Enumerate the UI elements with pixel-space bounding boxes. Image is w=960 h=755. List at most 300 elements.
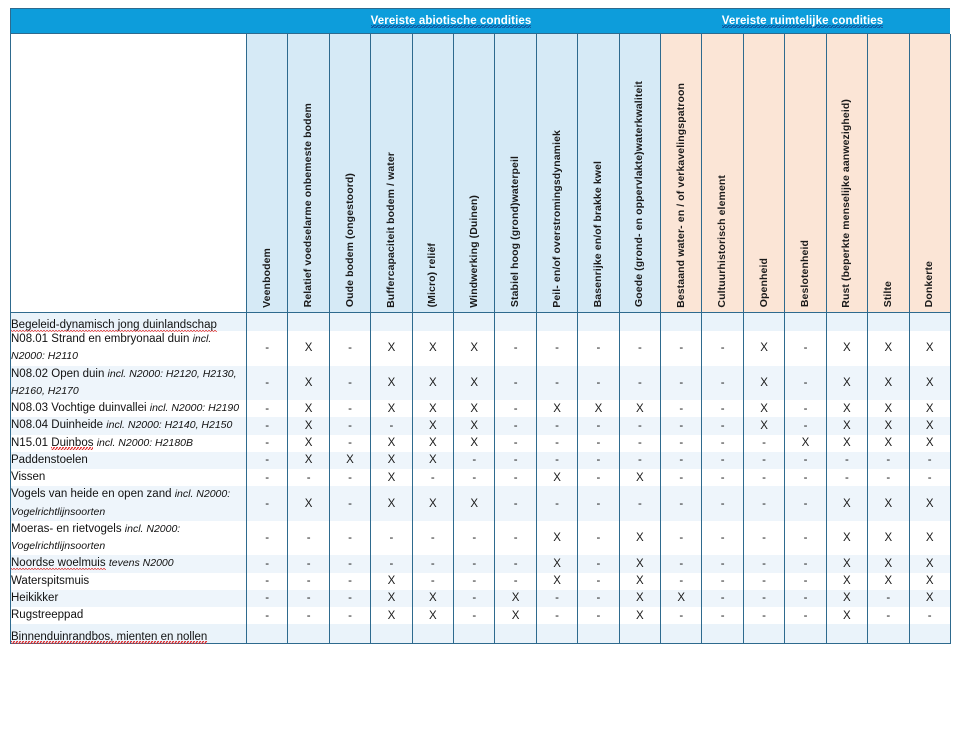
cell-required: X [412, 400, 453, 417]
cell-required: X [743, 417, 784, 434]
cell-required: X [826, 486, 867, 521]
column-header-text-wrap [827, 34, 867, 308]
cell-not-required: - [247, 331, 288, 366]
spellcheck-underline: Noordse woelmuis [11, 557, 106, 570]
cell-not-required: - [868, 469, 909, 486]
cell-required: X [371, 452, 412, 469]
table-row [11, 366, 951, 401]
row-label-cell [11, 331, 247, 366]
cell-not-required: - [412, 521, 453, 556]
row-label-cell [11, 366, 247, 401]
cell-not-required: - [454, 590, 495, 607]
column-header-text-wrap [537, 34, 577, 308]
cell-not-required: - [909, 607, 950, 624]
cell-not-required: - [495, 452, 536, 469]
cell-not-required: - [702, 607, 743, 624]
table-banner-row [10, 8, 950, 34]
table-row [11, 417, 951, 434]
cell-required: X [868, 331, 909, 366]
group-row-spacer-cell [868, 624, 909, 643]
cell-not-required: - [329, 469, 370, 486]
cell-not-required: - [909, 452, 950, 469]
cell-not-required: - [743, 469, 784, 486]
cell-not-required: - [288, 469, 329, 486]
cell-not-required: - [785, 366, 826, 401]
group-row-spacer-cell [909, 624, 950, 643]
cell-not-required: - [578, 555, 619, 572]
table-row [11, 400, 951, 417]
cell-required: X [371, 400, 412, 417]
cell-required: X [826, 331, 867, 366]
cell-required: X [412, 417, 453, 434]
row-label-cell [11, 486, 247, 521]
column-header-label: Basenrijke en/of brakke kwel [591, 161, 604, 308]
table-row [11, 607, 951, 624]
group-row-spacer-cell [247, 312, 288, 331]
cell-not-required: - [495, 417, 536, 434]
cell-not-required: - [578, 607, 619, 624]
column-header-label: Stabiel hoog (grond)waterpeil [509, 156, 522, 308]
row-label-text: N08.03 Vochtige duinvallei [11, 402, 150, 414]
cell-not-required: - [702, 469, 743, 486]
cell-not-required: - [495, 521, 536, 556]
column-header-10 [661, 34, 702, 312]
cell-not-required: - [495, 469, 536, 486]
column-header-label: (Micro) reliëf [426, 243, 439, 308]
column-header-label: Buffercapaciteit bodem / water [384, 151, 397, 308]
cell-not-required: - [702, 452, 743, 469]
group-row-spacer-cell [329, 312, 370, 331]
cell-required: X [826, 435, 867, 452]
cell-not-required: - [661, 400, 702, 417]
banner-abiotic-conditions [246, 9, 656, 33]
cell-not-required: - [661, 607, 702, 624]
column-header-text-wrap [247, 34, 287, 308]
cell-not-required: - [578, 521, 619, 556]
column-header-7 [536, 34, 577, 312]
cell-not-required: - [702, 331, 743, 366]
row-label-n2000-note: incl. N2000: H2190 [149, 402, 240, 414]
column-header-label: Stilte [881, 281, 894, 308]
row-label-cell [11, 452, 247, 469]
row-label-text: Waterspitsmuis [11, 574, 90, 587]
cell-required: X [909, 521, 950, 556]
cell-not-required: - [536, 607, 577, 624]
cell-required: X [371, 607, 412, 624]
row-label-text: Vogels van heide en open zand [11, 488, 175, 501]
cell-required: X [619, 469, 660, 486]
row-label-n2000-note: incl. N2000: H2110 [11, 333, 212, 363]
cell-not-required: - [247, 417, 288, 434]
cell-not-required: - [702, 486, 743, 521]
cell-not-required: - [536, 452, 577, 469]
column-header-label: Donkerte [923, 261, 936, 308]
column-header-label: Windwerking (Duinen) [467, 194, 480, 308]
cell-not-required: - [247, 435, 288, 452]
cell-not-required: - [454, 573, 495, 590]
spellcheck-underline: Duinbos [51, 436, 94, 449]
column-header-label: Cultuurhistorisch element [716, 174, 729, 308]
group-header-label-cell [11, 624, 247, 643]
cell-required: X [619, 590, 660, 607]
column-header-3 [371, 34, 412, 312]
cell-not-required: - [661, 417, 702, 434]
group-row-spacer-cell [826, 624, 867, 643]
cell-not-required: - [412, 573, 453, 590]
group-row-spacer-cell [371, 312, 412, 331]
cell-required: X [371, 486, 412, 521]
cell-not-required: - [329, 400, 370, 417]
cell-not-required: - [785, 607, 826, 624]
column-header-label: Relatief voedselarme onbemeste bodem [302, 103, 315, 308]
group-row-spacer-cell [412, 312, 453, 331]
column-header-text-wrap [371, 34, 411, 308]
cell-required: X [329, 452, 370, 469]
cell-not-required: - [247, 590, 288, 607]
cell-required: X [826, 590, 867, 607]
cell-not-required: - [495, 435, 536, 452]
group-row-spacer-cell [661, 312, 702, 331]
cell-not-required: - [536, 435, 577, 452]
cell-not-required: - [702, 573, 743, 590]
conditions-matrix-table [10, 34, 951, 644]
row-label-text: Heikikker [11, 591, 59, 604]
group-row-spacer-cell [536, 624, 577, 643]
cell-required: X [288, 486, 329, 521]
cell-required: X [909, 486, 950, 521]
cell-required: X [454, 486, 495, 521]
column-header-label: Bestaand water- en / of verkavelingspatroon [674, 82, 687, 308]
cell-required: X [288, 435, 329, 452]
column-header-text-wrap [868, 34, 908, 308]
cell-not-required: - [247, 400, 288, 417]
column-header-text-wrap [578, 34, 618, 308]
row-label-cell [11, 521, 247, 556]
cell-required: X [826, 607, 867, 624]
cell-required: X [536, 521, 577, 556]
column-header-label: Veenbodem [260, 247, 273, 308]
cell-not-required: - [495, 366, 536, 401]
column-header-label: Oude bodem (ongestoord) [343, 173, 356, 308]
column-header-text-wrap [288, 34, 328, 308]
cell-not-required: - [702, 400, 743, 417]
row-label-cell [11, 417, 247, 434]
cell-not-required: - [619, 366, 660, 401]
cell-required: X [743, 400, 784, 417]
banner-abiotic-label: Vereiste abiotische condities [370, 14, 532, 27]
cell-not-required: - [868, 590, 909, 607]
table-row [11, 555, 951, 572]
cell-not-required: - [412, 555, 453, 572]
group-header-row [11, 312, 951, 331]
table-row [11, 435, 951, 452]
cell-not-required: - [785, 590, 826, 607]
cell-not-required: - [454, 555, 495, 572]
column-header-15 [868, 34, 909, 312]
group-row-spacer-cell [288, 312, 329, 331]
cell-required: X [826, 400, 867, 417]
cell-required: X [288, 366, 329, 401]
cell-required: X [371, 366, 412, 401]
cell-not-required: - [329, 417, 370, 434]
cell-required: X [619, 521, 660, 556]
cell-not-required: - [661, 486, 702, 521]
cell-not-required: - [661, 555, 702, 572]
cell-not-required: - [329, 521, 370, 556]
group-row-spacer-cell [743, 624, 784, 643]
group-row-spacer-cell [578, 312, 619, 331]
cell-not-required: - [371, 417, 412, 434]
cell-not-required: - [785, 417, 826, 434]
cell-required: X [412, 452, 453, 469]
cell-not-required: - [661, 435, 702, 452]
column-header-0 [247, 34, 288, 312]
group-header-label-cell [11, 312, 247, 331]
cell-required: X [909, 366, 950, 401]
cell-required: X [371, 573, 412, 590]
cell-not-required: - [785, 573, 826, 590]
cell-required: X [536, 573, 577, 590]
table-row [11, 469, 951, 486]
cell-not-required: - [578, 452, 619, 469]
cell-required: X [909, 590, 950, 607]
cell-not-required: - [329, 486, 370, 521]
column-header-11 [702, 34, 743, 312]
row-label-cell [11, 400, 247, 417]
cell-required: X [743, 331, 784, 366]
group-row-spacer-cell [702, 624, 743, 643]
table-head [11, 34, 951, 312]
cell-required: X [495, 607, 536, 624]
cell-required: X [536, 400, 577, 417]
table-row [11, 521, 951, 556]
cell-not-required: - [743, 573, 784, 590]
cell-required: X [619, 607, 660, 624]
column-header-text-wrap [495, 34, 535, 308]
cell-not-required: - [743, 521, 784, 556]
cell-not-required: - [661, 521, 702, 556]
column-header-12 [743, 34, 784, 312]
cell-not-required: - [371, 521, 412, 556]
cell-not-required: - [329, 590, 370, 607]
cell-not-required: - [454, 452, 495, 469]
column-header-6 [495, 34, 536, 312]
row-label-cell [11, 555, 247, 572]
cell-not-required: - [412, 469, 453, 486]
row-label-text: Vissen [11, 471, 46, 483]
cell-not-required: - [536, 366, 577, 401]
cell-not-required: - [247, 555, 288, 572]
column-header-16 [909, 34, 950, 312]
row-label-text: N08.01 Strand en embryonaal duin [11, 333, 193, 345]
row-label-n2000-note: tevens N2000 [108, 557, 174, 570]
cell-required: X [412, 366, 453, 401]
column-header-text-wrap [454, 34, 494, 308]
cell-not-required: - [536, 417, 577, 434]
row-label-cell [11, 469, 247, 486]
cell-not-required: - [578, 366, 619, 401]
cell-required: X [868, 486, 909, 521]
row-label-n2000-note: incl. N2000: H2180B [96, 436, 193, 449]
cell-not-required: - [785, 331, 826, 366]
cell-required: X [412, 435, 453, 452]
group-row-spacer-cell [785, 312, 826, 331]
cell-required: X [661, 590, 702, 607]
cell-not-required: - [785, 469, 826, 486]
cell-required: X [909, 435, 950, 452]
cell-not-required: - [247, 469, 288, 486]
row-label-n2000-note: incl. N2000: H2120, H2130, H2160, H2170 [11, 367, 237, 397]
row-label-text: N08.04 Duinheide [11, 419, 107, 432]
cell-not-required: - [578, 486, 619, 521]
cell-required: X [868, 555, 909, 572]
cell-required: X [412, 590, 453, 607]
cell-not-required: - [785, 486, 826, 521]
column-header-label: Rust (beperkte menselijke aanwezigheid) [840, 98, 853, 308]
row-label-text: Rugstreeppad [11, 609, 84, 621]
cell-not-required: - [578, 331, 619, 366]
cell-not-required: - [288, 607, 329, 624]
cell-required: X [371, 435, 412, 452]
table-row [11, 590, 951, 607]
cell-not-required: - [454, 469, 495, 486]
cell-required: X [288, 331, 329, 366]
cell-not-required: - [454, 607, 495, 624]
row-label-cell [11, 607, 247, 624]
group-row-spacer-cell [702, 312, 743, 331]
column-header-14 [826, 34, 867, 312]
cell-not-required: - [578, 573, 619, 590]
cell-not-required: - [454, 521, 495, 556]
cell-not-required: - [578, 590, 619, 607]
cell-not-required: - [495, 573, 536, 590]
cell-required: X [868, 400, 909, 417]
cell-not-required: - [329, 435, 370, 452]
column-header-label: Goede (grond- en oppervlakte)waterkwaliteit [633, 81, 646, 308]
column-header-9 [619, 34, 660, 312]
cell-required: X [454, 400, 495, 417]
group-row-spacer-cell [247, 624, 288, 643]
cell-not-required: - [785, 400, 826, 417]
column-header-text-wrap [702, 34, 742, 308]
group-header-label: Begeleid-dynamisch jong duinlandschap [11, 319, 217, 331]
group-row-spacer-cell [371, 624, 412, 643]
cell-required: X [371, 469, 412, 486]
cell-required: X [412, 607, 453, 624]
row-label-text: N08.02 Open duin [11, 367, 108, 380]
cell-not-required: - [743, 607, 784, 624]
group-row-spacer-cell [578, 624, 619, 643]
cell-not-required: - [247, 366, 288, 401]
group-row-spacer-cell [785, 624, 826, 643]
cell-not-required: - [578, 469, 619, 486]
column-header-1 [288, 34, 329, 312]
cell-not-required: - [743, 486, 784, 521]
cell-not-required: - [661, 452, 702, 469]
cell-not-required: - [702, 521, 743, 556]
cell-not-required: - [578, 417, 619, 434]
table-row [11, 573, 951, 590]
cell-not-required: - [329, 555, 370, 572]
group-header-label: Binnenduinrandbos, mienten en nollen [11, 630, 208, 643]
banner-spatial-label: Vereiste ruimtelijke condities [721, 14, 884, 27]
cell-not-required: - [702, 417, 743, 434]
row-label-n2000-note: incl. N2000: Vogelrichtlijnsoorten [11, 522, 181, 552]
cell-not-required: - [785, 521, 826, 556]
group-row-spacer-cell [619, 312, 660, 331]
cell-not-required: - [826, 469, 867, 486]
cell-required: X [785, 435, 826, 452]
cell-not-required: - [495, 555, 536, 572]
row-label-text [11, 557, 109, 570]
cell-required: X [826, 573, 867, 590]
cell-not-required: - [619, 331, 660, 366]
column-header-text-wrap [910, 34, 950, 308]
cell-not-required: - [247, 521, 288, 556]
cell-not-required: - [288, 521, 329, 556]
cell-not-required: - [909, 469, 950, 486]
group-row-spacer-cell [412, 624, 453, 643]
group-row-spacer-cell [454, 312, 495, 331]
cell-not-required: - [661, 331, 702, 366]
cell-not-required: - [619, 452, 660, 469]
cell-not-required: - [536, 331, 577, 366]
cell-required: X [868, 521, 909, 556]
row-label-cell [11, 590, 247, 607]
cell-not-required: - [661, 573, 702, 590]
cell-not-required: - [288, 573, 329, 590]
row-label-n2000-note: incl. N2000: Vogelrichtlijnsoorten [11, 488, 231, 518]
cell-not-required: - [578, 435, 619, 452]
cell-not-required: - [247, 452, 288, 469]
row-label-text: N15.01 Duinbos [11, 436, 94, 449]
column-header-label: Peil- en/of overstromingsdynamiek [550, 129, 563, 308]
cell-not-required: - [247, 607, 288, 624]
cell-required: X [826, 555, 867, 572]
column-header-text-wrap [620, 34, 660, 308]
cell-not-required: - [743, 555, 784, 572]
column-header-label: Openheid [757, 258, 770, 308]
banner-spacer [10, 9, 246, 33]
cell-required: X [371, 590, 412, 607]
cell-required: X [909, 573, 950, 590]
cell-not-required: - [495, 331, 536, 366]
group-row-spacer-cell [454, 624, 495, 643]
row-label-cell [11, 573, 247, 590]
group-row-spacer-cell [619, 624, 660, 643]
cell-not-required: - [743, 590, 784, 607]
cell-required: X [578, 400, 619, 417]
column-header-2 [329, 34, 370, 312]
cell-required: X [536, 555, 577, 572]
cell-required: X [454, 417, 495, 434]
cell-not-required: - [329, 366, 370, 401]
column-header-text-wrap [330, 34, 370, 308]
cell-not-required: - [619, 486, 660, 521]
cell-not-required: - [868, 452, 909, 469]
cell-not-required: - [743, 435, 784, 452]
cell-required: X [868, 573, 909, 590]
column-header-row [11, 34, 951, 312]
cell-not-required: - [619, 435, 660, 452]
cell-required: X [495, 590, 536, 607]
table-body [11, 312, 951, 643]
cell-not-required: - [743, 452, 784, 469]
cell-required: X [909, 417, 950, 434]
column-header-text-wrap [413, 34, 453, 308]
cell-not-required: - [868, 607, 909, 624]
cell-required: X [743, 366, 784, 401]
